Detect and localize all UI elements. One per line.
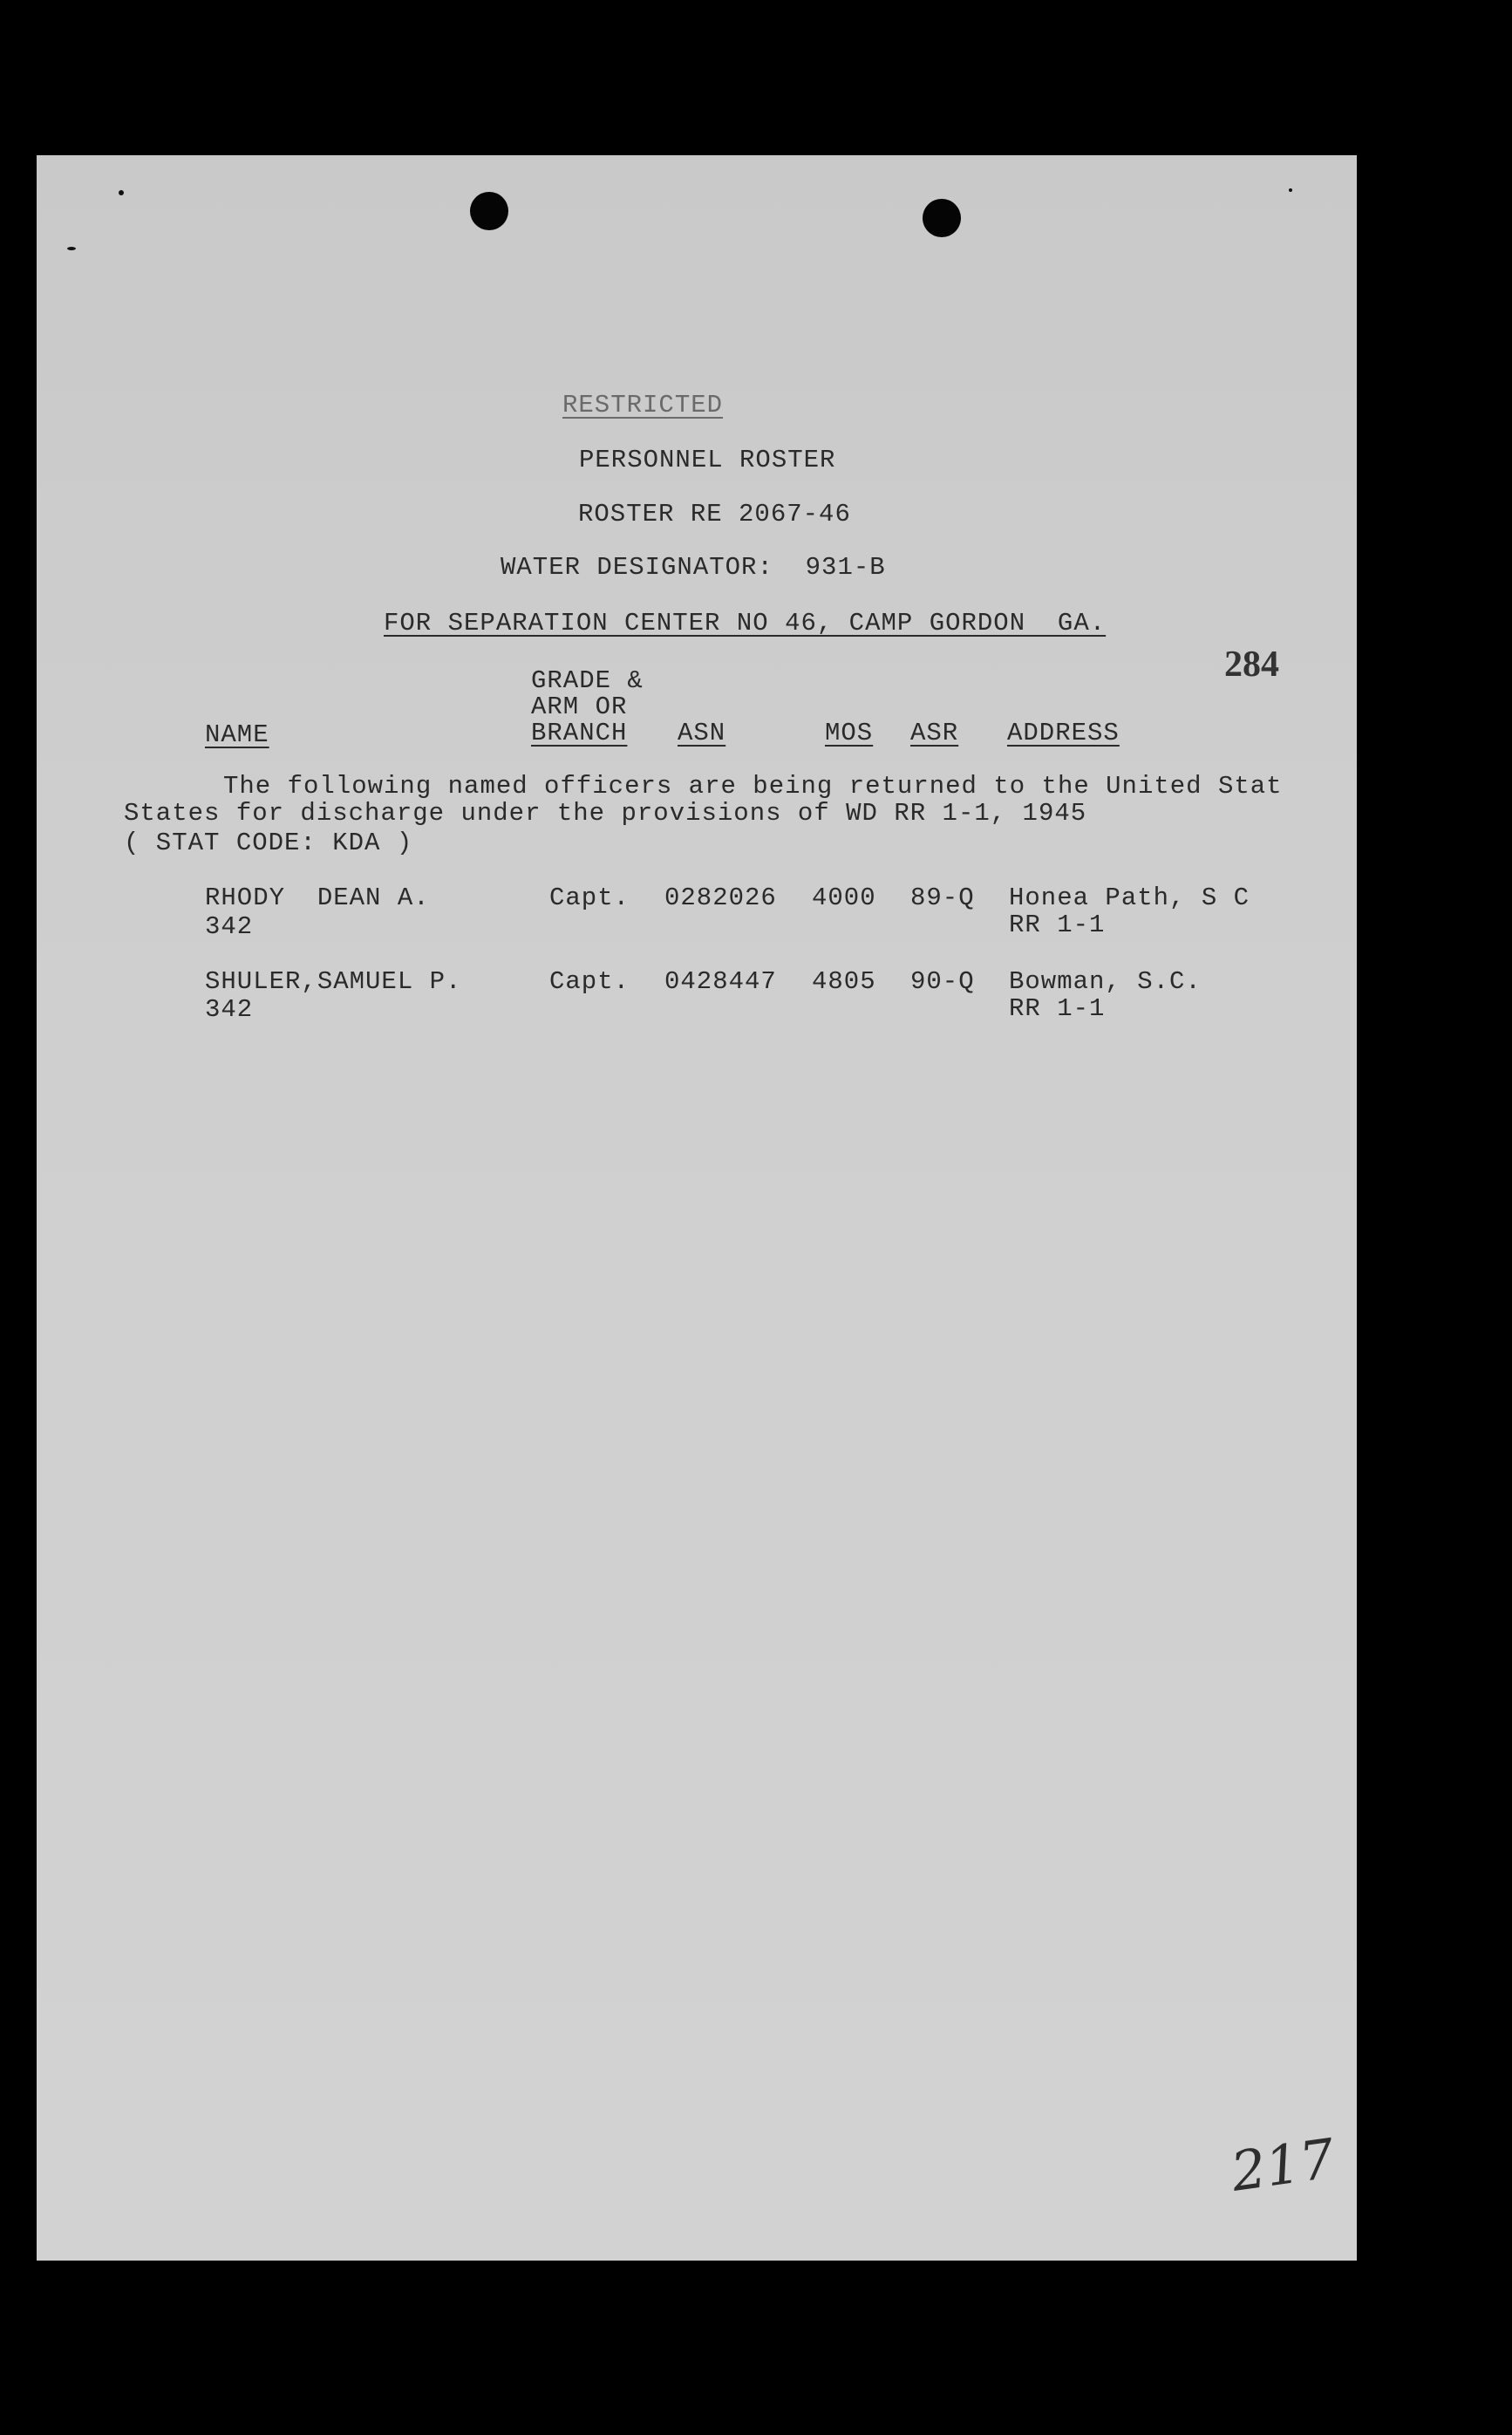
punch-hole-left xyxy=(470,192,508,230)
speck-mark xyxy=(1289,188,1292,192)
column-header-grade-line1: GRADE & xyxy=(531,666,644,695)
row-1-code: 342 xyxy=(205,912,254,941)
row-2-asr: 90-Q xyxy=(910,967,975,996)
row-2-code: 342 xyxy=(205,995,254,1024)
handwritten-number: 217 xyxy=(1227,2126,1338,2204)
column-header-address: ADDRESS xyxy=(1007,719,1120,747)
column-header-grade-line2: ARM OR xyxy=(531,692,628,721)
row-1-name: RHODY DEAN A. xyxy=(205,883,430,912)
roster-number: ROSTER RE 2067-46 xyxy=(578,500,851,529)
document-title: PERSONNEL ROSTER xyxy=(579,446,836,474)
intro-line-1: The following named officers are being returned to the United Stat xyxy=(223,772,1283,801)
column-header-name: NAME xyxy=(205,720,269,749)
row-1-mos: 4000 xyxy=(812,883,876,912)
classification-stamp: RESTRICTED xyxy=(562,391,724,419)
row-2-mos: 4805 xyxy=(812,967,876,996)
water-designator: WATER DESIGNATOR: 931-B xyxy=(501,553,886,582)
row-1-address: Honea Path, S C xyxy=(1009,883,1250,912)
intro-line-2: States for discharge under the provisions of WD RR 1-1, 1945 xyxy=(124,799,1087,828)
row-2-asn: 0428447 xyxy=(664,967,777,996)
column-header-mos: MOS xyxy=(825,719,874,747)
row-2-grade: Capt. xyxy=(549,967,630,996)
column-header-grade-line3: BRANCH xyxy=(531,719,628,747)
intro-line-3: ( STAT CODE: KDA ) xyxy=(124,829,413,857)
destination-line: FOR SEPARATION CENTER NO 46, CAMP GORDON GA. xyxy=(384,609,1107,638)
punch-hole-right xyxy=(923,199,961,237)
speck-mark xyxy=(67,247,76,250)
row-1-asr: 89-Q xyxy=(910,883,975,912)
column-header-asn: ASN xyxy=(678,719,726,747)
row-2-name: SHULER,SAMUEL P. xyxy=(205,967,462,996)
row-1-address-line2: RR 1-1 xyxy=(1009,911,1106,939)
row-2-address: Bowman, S.C. xyxy=(1009,967,1202,996)
speck-mark xyxy=(119,190,124,195)
page-number: 284 xyxy=(1224,645,1279,685)
row-1-grade: Capt. xyxy=(549,883,630,912)
document-page xyxy=(37,155,1357,2261)
row-2-address-line2: RR 1-1 xyxy=(1009,994,1106,1023)
row-1-asn: 0282026 xyxy=(664,883,777,912)
column-header-asr: ASR xyxy=(910,719,959,747)
